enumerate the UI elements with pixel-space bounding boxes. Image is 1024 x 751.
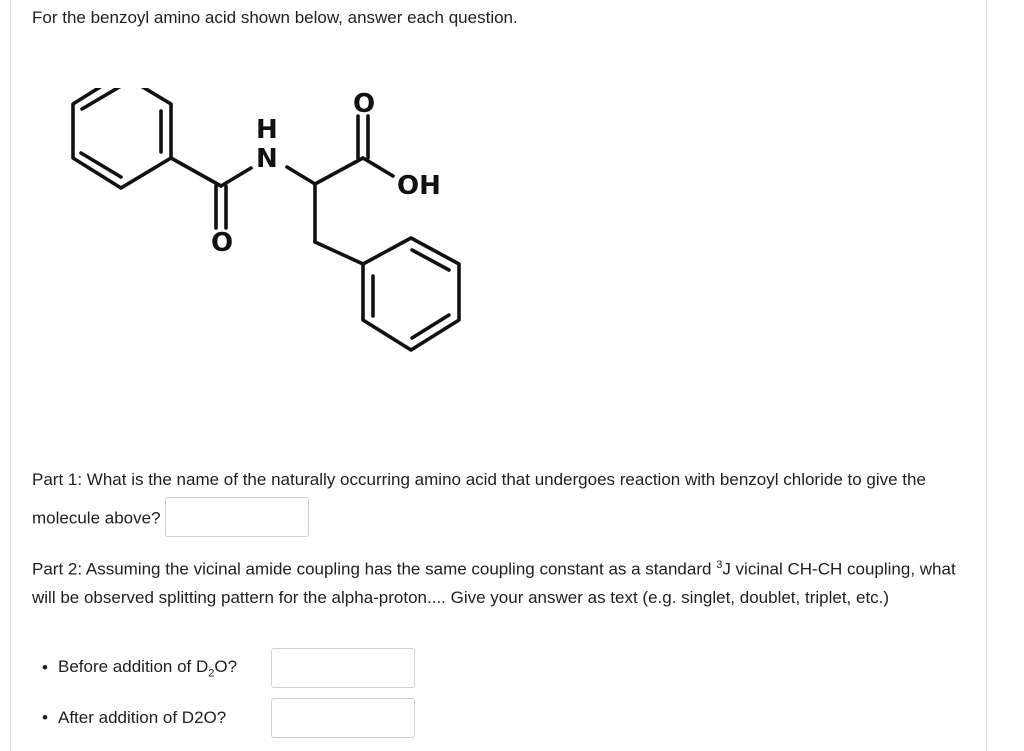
- list-item: [32, 698, 415, 738]
- question-panel: [10, 0, 987, 751]
- part2-text-a: Part 2: Assuming the vicinal amide coupling has the same coupling constant as a standard: [32, 559, 717, 579]
- atom-label-o-top: O: [353, 89, 376, 119]
- bond-alpha-carboxyl: [315, 158, 363, 184]
- atom-label-o-bottom: O: [211, 228, 234, 258]
- before-d2o-label: [58, 657, 271, 679]
- bond-n-alpha: [287, 167, 315, 184]
- bullet-icon: •: [42, 708, 48, 727]
- bond-ch2-ring: [315, 242, 363, 264]
- before-label-prefix: Before addition of D: [58, 656, 209, 676]
- benzoyl-phenylalanine-structure: [61, 88, 481, 358]
- right-benzene-ring: [363, 238, 459, 350]
- left-ring-double-bond-1: [82, 88, 121, 109]
- atom-label-n: N: [256, 144, 278, 174]
- left-benzene-ring: [73, 88, 171, 188]
- part2-bullet-list: [32, 648, 415, 748]
- bond-carboxyl-oh: [363, 158, 393, 176]
- bond-ring-carbonyl: [171, 158, 221, 186]
- before-label-subscript: 2: [208, 667, 215, 680]
- after-d2o-answer-input[interactable]: [271, 698, 415, 738]
- atom-label-h: H: [256, 115, 278, 145]
- before-d2o-answer-input[interactable]: [271, 648, 415, 688]
- question-intro: For the benzoyl amino acid shown below, answer each question.: [32, 8, 518, 27]
- part1-answer-input[interactable]: [165, 497, 309, 537]
- after-d2o-label: After addition of D2O?: [58, 708, 227, 727]
- part2-superscript: 3: [716, 559, 723, 571]
- part1-question: [32, 461, 977, 539]
- list-item: [32, 648, 415, 688]
- part2-question: [32, 551, 977, 612]
- atom-label-oh: OH: [397, 171, 441, 201]
- before-label-suffix: O?: [214, 656, 238, 676]
- part1-text: Part 1: What is the name of the naturally occurring amino acid that undergoes reaction with benzoyl chloride to give the molecule above?: [32, 470, 926, 528]
- part2-text-b: J vicinal CH-CH coupling, what will be observed splitting pattern for the alpha-proton.... Give your answer as text (e.g. singlet, doublet, triplet, etc.): [32, 559, 956, 607]
- bullet-icon: •: [42, 658, 48, 677]
- right-ring-double-bond-1: [412, 250, 449, 270]
- right-ring-double-bond-2: [412, 315, 449, 338]
- bond-carbonyl-n: [221, 168, 251, 186]
